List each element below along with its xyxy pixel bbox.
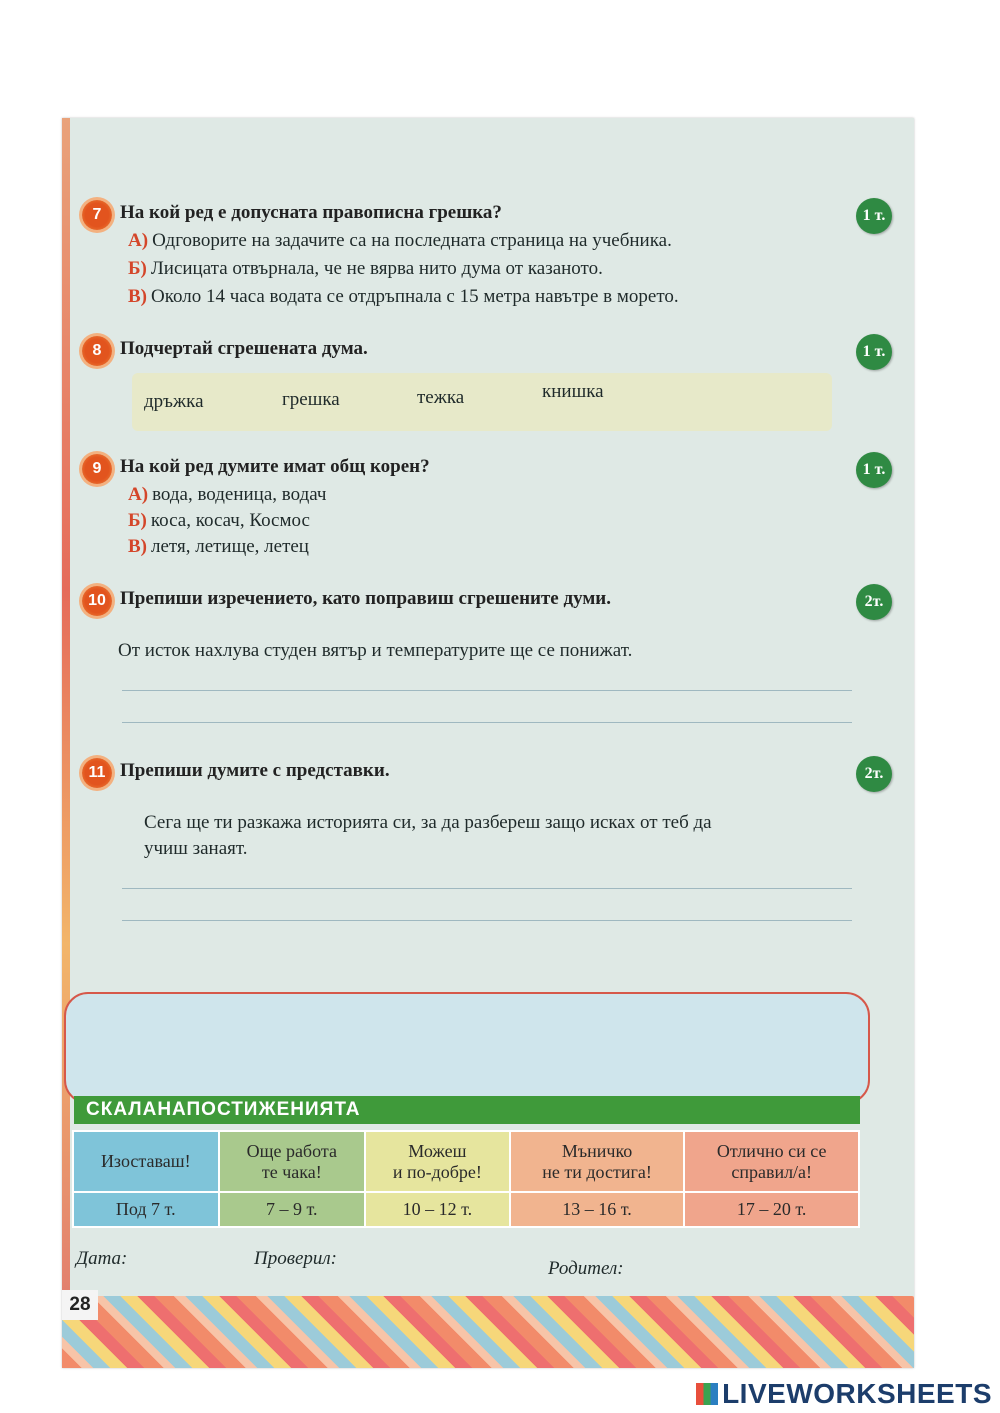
label-line: не ти достига! [542, 1161, 652, 1182]
question-title: Препиши думите с представки. [120, 760, 390, 781]
option-text: Около 14 часа водата се отдръпнала с 15 метра навътре в морето. [151, 286, 679, 307]
question-number-badge: 8 [82, 336, 112, 366]
question-number-badge: 10 [82, 586, 112, 616]
decorative-panel [64, 992, 870, 1104]
option-text: вода, воденица, водач [152, 484, 327, 505]
option-letter: В) [128, 536, 147, 557]
question-title: Препиши изречението, като поправиш сгрешените думи. [120, 588, 611, 609]
date-label: Дата: [76, 1248, 128, 1269]
scale-label [219, 1131, 366, 1192]
question-title: На кой ред думите имат общ корен? [120, 456, 430, 477]
decorative-letters-band [62, 1296, 914, 1368]
scale-title: СКАЛАНАПОСТИЖЕНИЯТА [74, 1096, 860, 1124]
question-title: Подчертай сгрешената дума. [120, 338, 368, 359]
label-line: Отлично си се [716, 1140, 827, 1161]
sentence-line: учиш занаят. [144, 838, 248, 859]
scale-label [684, 1131, 859, 1192]
logo-icon [696, 1383, 718, 1405]
option-a[interactable] [128, 230, 672, 252]
word-choice[interactable]: книшка [542, 381, 604, 402]
answer-line[interactable] [122, 888, 852, 889]
scale-range: 13 – 16 т. [510, 1192, 685, 1227]
option-letter: В) [128, 286, 147, 307]
scale-range: 10 – 12 т. [365, 1192, 510, 1227]
sentence-line: Сега ще ти разкажа историята си, за да разбереш защо исках от теб да [144, 812, 712, 833]
answer-line[interactable] [122, 690, 852, 691]
question-number-badge: 11 [82, 758, 112, 788]
option-text: Одговорите на задачите са на последната страница на учебника. [152, 230, 672, 251]
sentence-to-correct: От исток нахлува студен вятър и температурите ще се понижат. [118, 640, 633, 661]
label-line: Мъничко [561, 1140, 633, 1161]
logo-text: LIVEWORKSHEETS [722, 1378, 992, 1409]
question-number-badge: 9 [82, 454, 112, 484]
label-line: те чака! [261, 1161, 322, 1182]
scale-range: 7 – 9 т. [219, 1192, 366, 1227]
achievement-scale-table [72, 1130, 860, 1228]
scale-range: 17 – 20 т. [684, 1192, 859, 1227]
decorative-left-strip [62, 118, 70, 1298]
word-choice[interactable]: тежка [417, 387, 465, 408]
bleed-through-text [512, 158, 522, 205]
label-line: справил/а! [731, 1161, 813, 1182]
option-letter: Б) [128, 258, 147, 279]
label-line: Изоставаш! [100, 1151, 191, 1172]
scale-label [73, 1131, 219, 1192]
option-text: коса, косач, Космос [150, 510, 310, 531]
option-text: Лисицата отвърнала, че не вярва нито дума от казаното. [150, 258, 603, 279]
liveworksheets-logo [696, 1378, 992, 1410]
label-line: Можеш [408, 1140, 467, 1161]
option-c[interactable] [128, 536, 309, 558]
points-badge: 1 т. [856, 452, 892, 488]
option-b[interactable] [128, 510, 310, 532]
question-title: На кой ред е допусната правописна грешка? [120, 202, 502, 223]
option-c[interactable] [128, 286, 679, 308]
answer-line[interactable] [122, 920, 852, 921]
option-letter: Б) [128, 510, 147, 531]
parent-label: Родител: [548, 1258, 624, 1279]
label-line: Още работа [246, 1140, 337, 1161]
points-badge: 1 т. [856, 334, 892, 370]
label-line: и по-добре! [392, 1161, 482, 1182]
points-badge: 2т. [856, 756, 892, 792]
option-letter: А) [128, 484, 149, 505]
points-badge: 1 т. [856, 198, 892, 234]
option-letter: А) [128, 230, 149, 251]
option-b[interactable] [128, 258, 603, 280]
scale-range: Под 7 т. [73, 1192, 219, 1227]
option-a[interactable] [128, 484, 326, 506]
answer-line[interactable] [122, 722, 852, 723]
scale-labels-row [73, 1131, 859, 1192]
checked-by-label: Проверил: [254, 1248, 338, 1269]
word-choice[interactable]: грешка [282, 389, 340, 410]
scale-ranges-row [73, 1192, 859, 1227]
scale-label [365, 1131, 510, 1192]
word-choice[interactable]: дръжка [144, 391, 204, 412]
points-badge: 2т. [856, 584, 892, 620]
scale-label [510, 1131, 685, 1192]
question-number-badge: 7 [82, 200, 112, 230]
page-number: 28 [62, 1290, 98, 1320]
option-text: летя, летище, летец [151, 536, 309, 557]
word-choices-box [132, 373, 832, 431]
worksheet-page [62, 118, 914, 1368]
